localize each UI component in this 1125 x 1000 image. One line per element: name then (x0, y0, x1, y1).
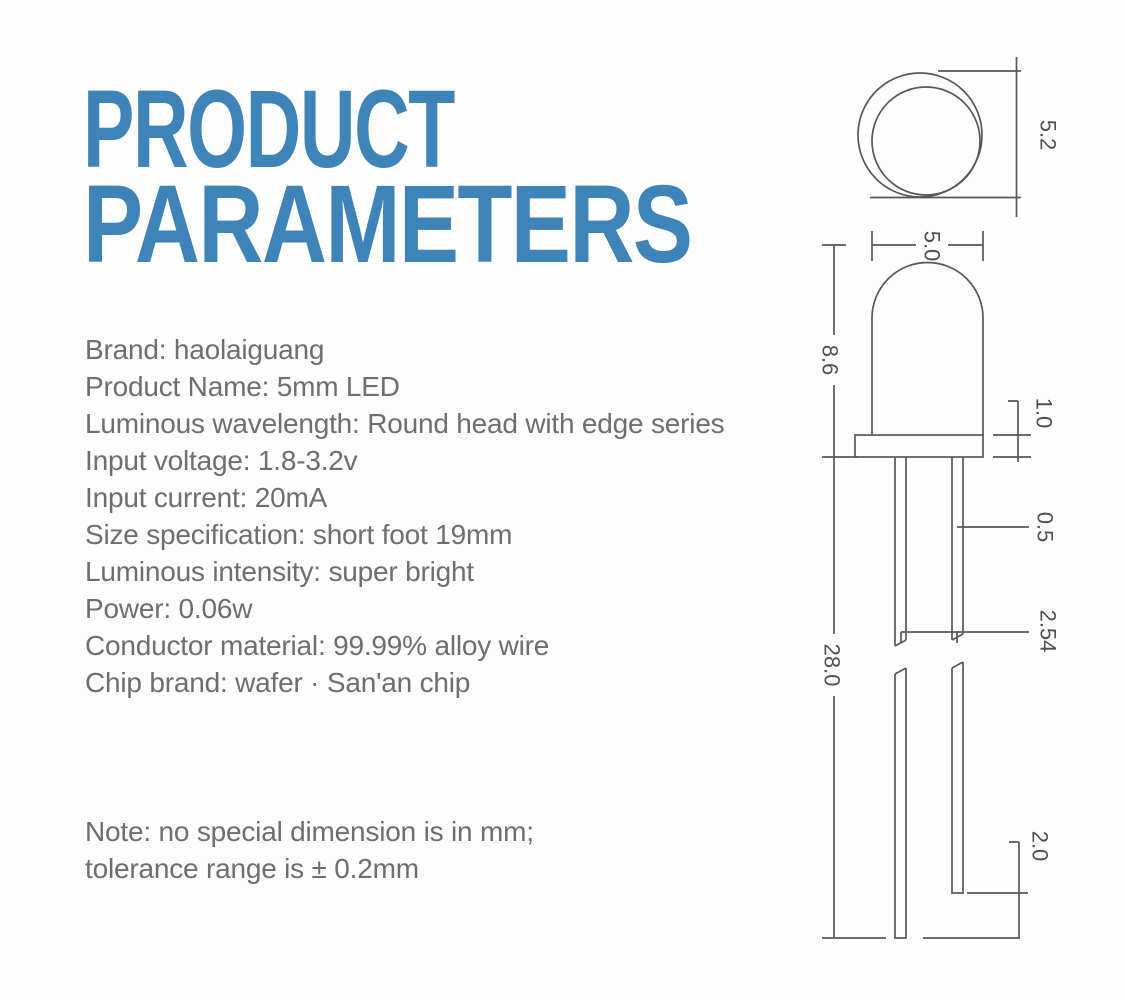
dim-label-2-54: 2.54 (1035, 609, 1061, 653)
note-line-1: Note: no special dimension is in mm; (85, 816, 534, 847)
spec-line-conductor-material: Conductor material: 99.99% alloy wire (85, 630, 550, 661)
spec-list (85, 331, 725, 701)
right-lead-upper (952, 457, 963, 640)
dim-8-6-and-28-0 (817, 245, 886, 938)
led-leads (895, 457, 963, 938)
led-body-outline (872, 263, 983, 436)
spec-line-input-voltage: Input voltage: 1.8-3.2v (85, 445, 358, 476)
spec-line-luminous-wavelength: Luminous wavelength: Round head with edge series (85, 408, 725, 439)
dim-label-8-6: 8.6 (817, 344, 843, 376)
spec-line-brand: Brand: haolaiguang (85, 334, 325, 365)
dim-0-5 (957, 512, 1057, 543)
note-block (85, 813, 534, 887)
left-lead-upper (895, 457, 906, 646)
dim-label-0-5: 0.5 (1032, 511, 1058, 543)
dim-1-0-line (1008, 401, 1018, 462)
dim-label-5-2: 5.2 (1035, 119, 1061, 151)
dim-2-0 (923, 831, 1052, 938)
dim-label-5-0: 5.0 (919, 230, 945, 262)
dim-5-0 (872, 231, 983, 262)
left-lead-lower (895, 668, 906, 938)
page-title-line-1: PRODUCT (83, 68, 454, 191)
dim-2-54-line (901, 632, 1029, 643)
spec-line-product-name: Product Name: 5mm LED (85, 371, 400, 402)
led-dimension-drawing (805, 40, 1125, 960)
led-front-view (855, 263, 983, 458)
top-view-outer-circle (858, 73, 982, 197)
dim-1-0-ticks (993, 435, 1031, 457)
dim-2-54 (901, 610, 1060, 653)
spec-line-size-specification: Size specification: short foot 19mm (85, 519, 513, 550)
note-line-2: tolerance range is ± 0.2mm (85, 853, 419, 884)
page-title-line-2: PARAMETERS (83, 163, 692, 286)
dim-label-28-0: 28.0 (819, 643, 845, 687)
spec-line-chip-brand: Chip brand: wafer · San'an chip (85, 667, 471, 698)
spec-line-power: Power: 0.06w (85, 593, 253, 624)
top-view-inner-circle (872, 87, 980, 195)
dim-1-0 (993, 398, 1056, 462)
right-lead-lower (952, 662, 963, 893)
dim-label-1-0: 1.0 (1031, 397, 1057, 429)
led-flange (855, 435, 983, 457)
dim-label-2-0: 2.0 (1027, 830, 1053, 862)
spec-line-input-current: Input current: 20mA (85, 482, 328, 513)
spec-line-luminous-intensity: Luminous intensity: super bright (85, 556, 474, 587)
dim-2-0-line (1009, 842, 1019, 938)
led-top-view (858, 57, 1060, 217)
dim-2-0-ticks (923, 893, 1028, 938)
